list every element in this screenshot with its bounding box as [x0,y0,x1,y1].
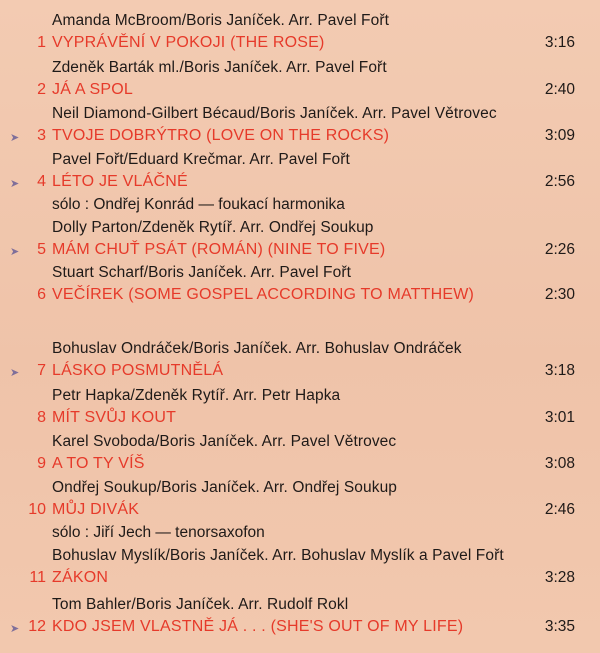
arrow-mark-icon: ➤ [10,246,20,258]
track-title: VYPRÁVĚNÍ V POKOJI (THE ROSE) [52,34,325,51]
track-title: ZÁKON [52,569,109,586]
track-title: MÍT SVŮJ KOUT [52,409,177,426]
track-duration: 3:09 [544,127,575,144]
track-title: MÁM CHUŤ PSÁT (ROMÁN) (NINE TO FIVE) [52,241,386,258]
track-title: LÁSKO POSMUTNĚLÁ [52,362,224,379]
track-duration: 2:30 [544,286,575,303]
track-number: 9 [37,455,46,472]
track-title: LÉTO JE VLÁČNÉ [52,173,188,190]
track-title: TVOJE DOBRÝTRO (LOVE ON THE ROCKS) [52,127,390,144]
track-number: 8 [37,409,46,426]
track-credit: Karel Svoboda/Boris Janíček. Arr. Pavel Větrovec [52,433,397,450]
track-duration: 2:56 [544,173,575,190]
track-duration: 3:18 [544,362,575,379]
track-number: 5 [37,241,46,258]
track-credit: Neil Diamond-Gilbert Bécaud/Boris Janíček. Arr. Pavel Větrovec [52,105,497,122]
arrow-mark-icon: ➤ [10,132,20,144]
track-number: 12 [28,618,46,635]
track-duration: 3:28 [544,569,575,586]
arrow-mark-icon: ➤ [10,178,20,190]
track-credit: Bohuslav Myslík/Boris Janíček. Arr. Bohuslav Myslík a Pavel Fořt [52,547,504,564]
arrow-mark-icon: ➤ [10,367,20,379]
track-title: VEČÍREK (SOME GOSPEL ACCORDING TO MATTHEW) [52,286,475,303]
track-duration: 3:35 [544,618,575,635]
track-duration: 3:01 [544,409,575,426]
track-credit: Dolly Parton/Zdeněk Rytíř. Arr. Ondřej Soukup [52,219,374,236]
track-solo-note: sólo : Ondřej Konrád — foukací harmonika [52,196,345,213]
track-title: MŮJ DIVÁK [52,501,140,518]
track-number: 11 [29,569,46,586]
track-duration: 3:08 [544,455,575,472]
track-number: 3 [37,127,46,144]
track-credit: Ondřej Soukup/Boris Janíček. Arr. Ondřej Soukup [52,479,398,496]
track-duration: 3:16 [544,34,575,51]
track-credit: Amanda McBroom/Boris Janíček. Arr. Pavel Fořt [52,12,390,29]
track-duration: 2:46 [544,501,575,518]
track-number: 6 [37,286,46,303]
track-duration: 2:26 [544,241,575,258]
track-credit: Bohuslav Ondráček/Boris Janíček. Arr. Bohuslav Ondráček [52,340,462,357]
track-title: JÁ A SPOL [52,81,133,98]
track-duration: 2:40 [544,81,575,98]
track-number: 2 [37,81,46,98]
track-credit: Tom Bahler/Boris Janíček. Arr. Rudolf Rokl [52,596,349,613]
track-credit: Zdeněk Barták ml./Boris Janíček. Arr. Pavel Fořt [52,59,387,76]
track-solo-note: sólo : Jiří Jech — tenorsaxofon [52,524,265,541]
track-number: 7 [37,362,46,379]
track-credit: Pavel Fořt/Eduard Krečmar. Arr. Pavel Fořt [52,151,350,168]
track-number: 4 [37,173,46,190]
track-title: A TO TY VÍŠ [52,455,145,472]
track-number: 10 [28,501,46,518]
track-title: KDO JSEM VLASTNĚ JÁ . . . (SHE'S OUT OF MY LIFE) [52,618,464,635]
track-credit: Stuart Scharf/Boris Janíček. Arr. Pavel Fořt [52,264,352,281]
track-credit: Petr Hapka/Zdeněk Rytíř. Arr. Petr Hapka [52,387,341,404]
track-number: 1 [37,34,46,51]
arrow-mark-icon: ➤ [10,623,20,635]
